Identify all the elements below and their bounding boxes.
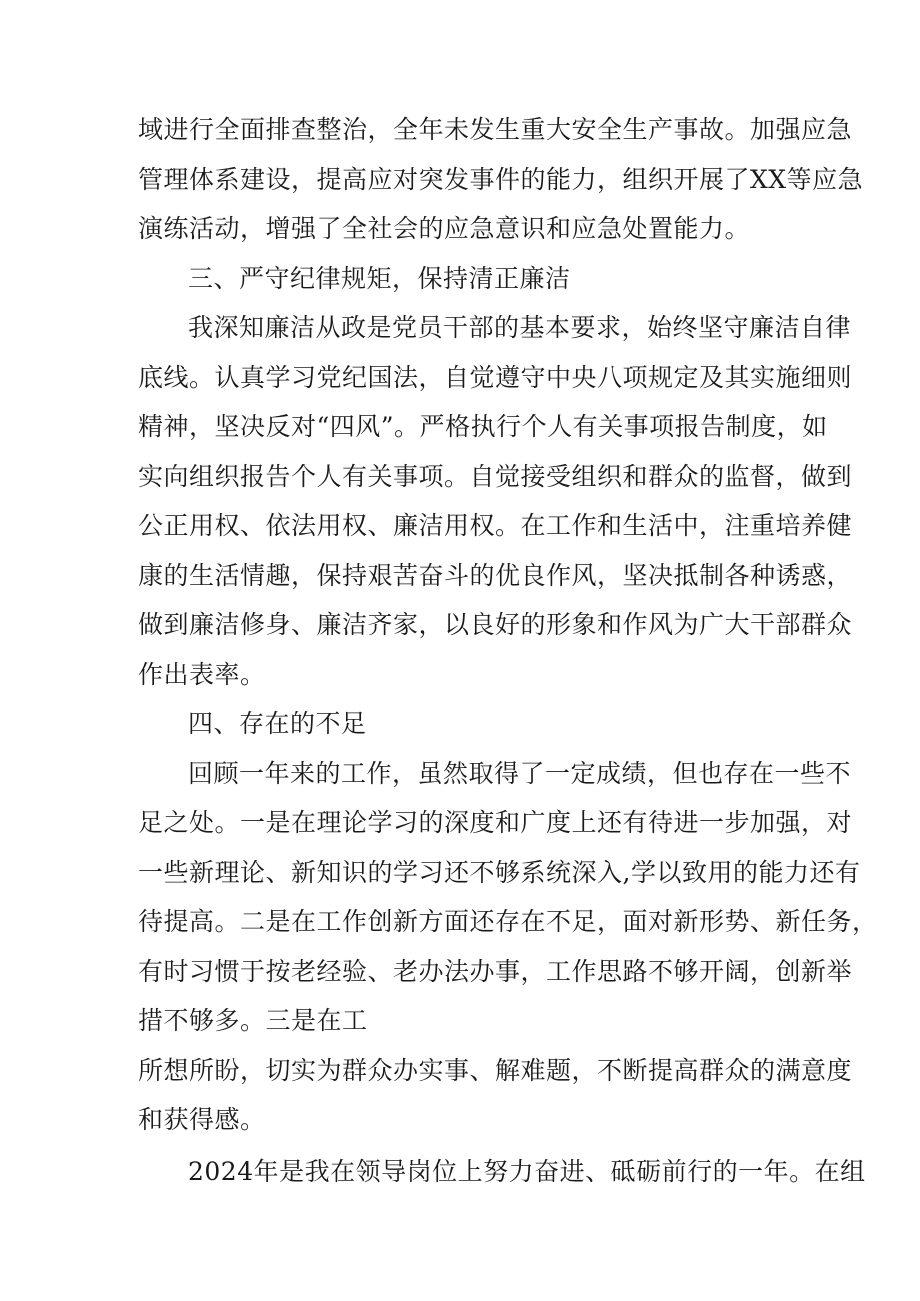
text-line-12: 作出表率。: [138, 660, 266, 689]
text-line-15: 足之处。一是在理论学习的深度和广度上还有待进一步加强，对: [138, 808, 853, 837]
section-heading-4: 四、存在的不足: [188, 709, 367, 738]
paragraph-start: 2024年是我在领导岗位上努力奋进、砥砺前行的一年。在组: [188, 1157, 866, 1186]
text-line-6: 底线。认真学习党纪国法，自觉遵守中央八项规定及其实施细则: [138, 363, 853, 392]
text-line-17: 待提高。二是在工作创新方面还存在不足，面对新形势、新任务，: [138, 907, 878, 936]
text-line-9: 公正用权、依法用权、廉洁用权。在工作和生活中，注重培养健: [138, 511, 853, 540]
text-line-19: 措不够多。三是在工: [138, 1006, 368, 1035]
text-line-3: 演练活动，增强了全社会的应急意识和应急处置能力。: [138, 214, 751, 243]
text-line-1: 域进行全面排查整治，全年未发生重大安全生产事故。加强应急: [138, 115, 853, 144]
text-line-21: 和获得感。: [138, 1105, 266, 1134]
text-line-16: 一些新理论、新知识的学习还不够系统深入,学以致用的能力还有: [138, 858, 861, 887]
text-line-11: 做到廉洁修身、廉洁齐家，以良好的形象和作风为广大干部群众: [138, 610, 853, 639]
text-line-10: 康的生活情趣，保持艰苦奋斗的优良作风，坚决抵制各种诱惑，: [138, 561, 853, 590]
text-line-7: 精神，坚决反对“四风”。严格执行个人有关事项报告制度，如: [138, 412, 828, 441]
paragraph-start: 回顾一年来的工作，虽然取得了一定成绩，但也存在一些不: [188, 759, 852, 788]
section-heading-3: 三、严守纪律规矩，保持清正廉洁: [188, 264, 571, 293]
paragraph-start: 我深知廉洁从政是党员干部的基本要求，始终坚守廉洁自律: [188, 313, 852, 342]
text-line-18: 有时习惯于按老经验、老办法办事，工作思路不够开阔，创新举: [138, 957, 853, 986]
text-line-2: 管理体系建设，提高应对突发事件的能力，组织开展了XX等应急: [138, 165, 864, 194]
text-line-8: 实向组织报告个人有关事项。自觉接受组织和群众的监督，做到: [138, 462, 853, 491]
text-line-20: 所想所盼，切实为群众办实事、解难题，不断提高群众的满意度: [138, 1056, 853, 1085]
